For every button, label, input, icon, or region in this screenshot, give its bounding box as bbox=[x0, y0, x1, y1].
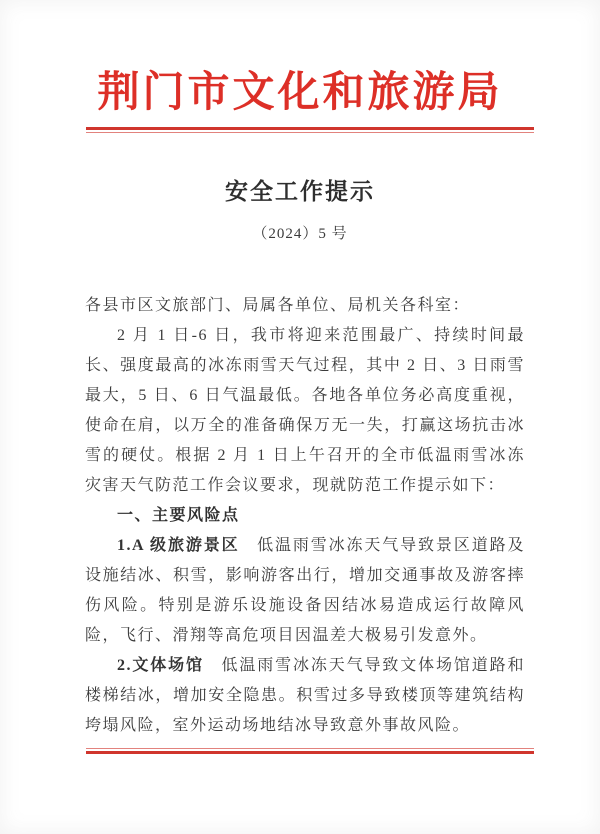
letterhead-divider bbox=[86, 127, 534, 133]
document-body bbox=[85, 291, 525, 741]
risk-item-scenic-areas bbox=[85, 531, 525, 651]
footer-divider-thin-line bbox=[86, 748, 534, 749]
risk-item-scenic-areas-text: 低温雨雪冰冻天气导致景区道路及设施结冰、积雪，影响游客出行，增加交通事故及游客摔伤风险。特别是游乐设施设备因结冰易造成运行故障风险，飞行、滑翔等高危项目因温差大极易引发意外。 bbox=[85, 537, 525, 645]
document-number: （2024）5 号 bbox=[252, 226, 348, 243]
footer-divider bbox=[86, 748, 534, 754]
section-heading-main-risks: 一、主要风险点 bbox=[117, 507, 240, 525]
salutation-line: 各县市区文旅部门、局属各单位、局机关各科室： bbox=[85, 297, 471, 315]
document-title: 安全工作提示 bbox=[225, 178, 375, 205]
risk-item-scenic-areas-label: 1.A 级旅游景区 bbox=[117, 537, 240, 555]
risk-item-sports-venues-label: 2.文体场馆 bbox=[117, 657, 204, 675]
intro-paragraph: 2 月 1 日-6 日，我市将迎来范围最广、持续时间最长、强度最高的冰冻雨雪天气过程，其中 2 日、3 日雨雪最大，5 日、6 日气温最低。各地各单位务必高度重视，使命在肩，以万全的准备确保万无一失，打赢这场抗击冰雪的硬仗。根据 2 月 1 日上午召开的全市低温雨雪冰冻灾害天气防范工作会议要求，现就防范工作提示如下： bbox=[85, 327, 525, 495]
letterhead-divider-thin-line bbox=[86, 132, 534, 133]
risk-item-sports-venues-text: 低温雨雪冰冻天气导致文体场馆道路和楼梯结冰，增加安全隐患。积雪过多导致楼顶等建筑结构垮塌风险，室外运动场地结冰导致意外事故风险。 bbox=[85, 657, 525, 735]
risk-item-sports-venues bbox=[85, 651, 525, 741]
letterhead-org-name: 荆门市文化和旅游局 bbox=[97, 70, 503, 116]
footer-divider-thick-line bbox=[86, 751, 534, 754]
letterhead-divider-thick-line bbox=[86, 127, 534, 130]
